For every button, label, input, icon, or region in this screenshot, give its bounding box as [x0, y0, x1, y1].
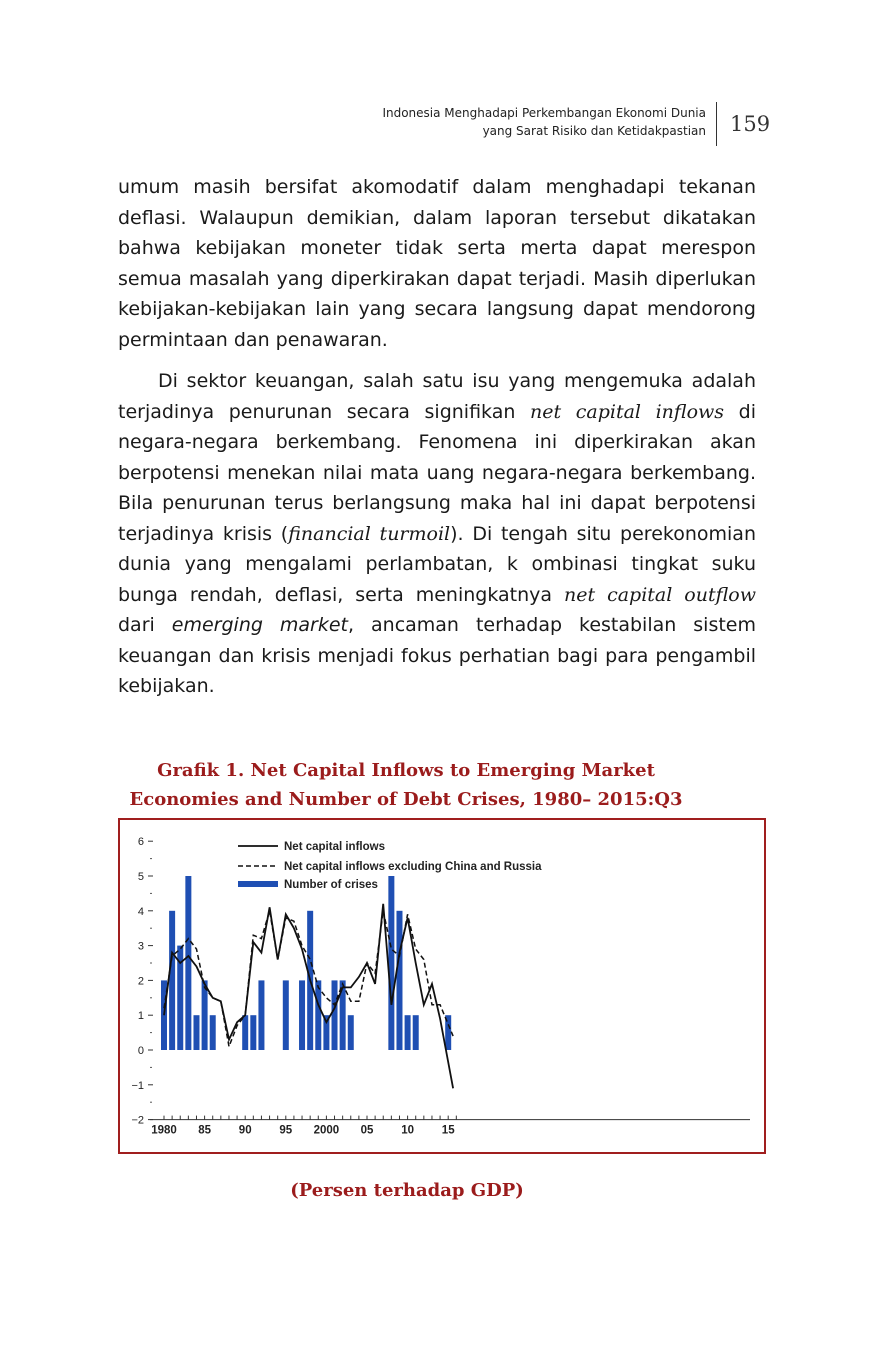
- y-tick-label: −2: [131, 1114, 144, 1127]
- p2-term-net-capital-outflow: net capital outflow: [564, 583, 756, 606]
- chart-title: [0, 756, 812, 814]
- p2-part-g: dari: [118, 614, 172, 636]
- p2-term-net-capital-inflows: net capital inflows: [530, 400, 725, 423]
- running-header: [382, 104, 706, 140]
- p2-term-emerging-market: emerging market: [171, 614, 348, 636]
- header-divider: [716, 102, 717, 146]
- crisis-bar: [388, 876, 394, 1050]
- crisis-bar: [193, 1015, 199, 1050]
- chart-title-line-1: Grafik 1. Net Capital Inflows to Emerging Market: [157, 760, 655, 781]
- y-tick-label: −1: [131, 1079, 144, 1092]
- header-line-1: Indonesia Menghadapi Perkembangan Ekonomi Dunia: [382, 106, 706, 120]
- crisis-bar: [348, 1015, 354, 1050]
- chart-axes: [131, 836, 750, 1136]
- chart-title-line-2: Economies and Number of Debt Crises, 1980– 2015:Q3: [129, 789, 683, 810]
- crisis-bar: [315, 980, 321, 1050]
- y-tick-label: 6: [137, 836, 144, 849]
- legend-swatch-bar: [238, 881, 278, 887]
- crisis-bar: [405, 1015, 411, 1050]
- y-tick-label: 0: [137, 1045, 144, 1057]
- crisis-bar: [242, 1015, 248, 1050]
- crisis-bar: [283, 980, 289, 1050]
- y-tick-label: 1: [137, 1010, 144, 1023]
- x-tick-label: 10: [401, 1124, 414, 1137]
- y-tick-label: 2: [137, 975, 144, 988]
- paragraph-2: [118, 366, 756, 702]
- p2-term-financial-turmoil: financial turmoil: [288, 522, 451, 545]
- p2-part-e: ). Di tengah situ perekonomian dunia yang mengalami perlambatan, k ombinasi tingkat suku bunga rendah, deflasi, serta meningkatnya: [118, 522, 756, 606]
- crisis-bar: [169, 911, 175, 1050]
- crisis-bar: [299, 980, 305, 1050]
- chart-caption: (Persen terhadap GDP): [290, 1180, 524, 1201]
- p2-part-i: , ancaman terhadap kestabilan sistem keuangan dan krisis menjadi fokus perhatian bagi para pengambil kebijakan.: [118, 614, 756, 697]
- chart-frame: [118, 818, 766, 1154]
- crisis-bar: [210, 1015, 216, 1050]
- y-tick-label: 4: [137, 905, 144, 918]
- y-tick-label: 5: [137, 871, 144, 883]
- p2-part-c: di negara-negara berkembang. Fenomena ini diperkirakan akan berpotensi menekan nilai mata uang negara-negara berkembang. Bila penurunan terus berlangsung maka hal ini dapat berpotensi terjadinya krisis (: [118, 400, 756, 545]
- legend-label: Net capital inflows: [284, 841, 385, 853]
- crisis-bar: [250, 1015, 256, 1050]
- header-line-2: yang Sarat Risiko dan Ketidakpastian: [482, 124, 706, 138]
- x-tick-label: 85: [198, 1124, 211, 1137]
- y-tick-label: 3: [137, 940, 144, 953]
- crisis-bar: [332, 980, 338, 1050]
- x-tick-label: 95: [279, 1124, 293, 1137]
- x-tick-label: 2000: [313, 1124, 340, 1137]
- x-tick-label: 1980: [151, 1124, 177, 1137]
- x-tick-label: 15: [441, 1124, 455, 1137]
- legend-label: Number of crises: [284, 879, 378, 891]
- chart-svg: [120, 820, 764, 1152]
- paragraph-1: umum masih bersifat akomodatif dalam menghadapi tekanan deflasi. Walaupun demikian, dalam laporan tersebut dikatakan bahwa kebijakan moneter tidak serta merta dapat merespon semua masalah yang diperkirakan dapat terjadi. Masih diperlukan kebijakan-kebijakan lain yang secara langsung dapat mendorong permintaan dan penawaran.: [118, 176, 756, 351]
- crisis-bar: [185, 876, 191, 1050]
- p2-part-a: Di sektor keuangan, salah satu isu yang mengemuka adalah terjadinya penurunan secara signifikan: [118, 370, 756, 423]
- legend-label: Net capital inflows excluding China and Russia: [284, 861, 542, 873]
- x-tick-label: 90: [238, 1124, 252, 1137]
- page-number: 159: [730, 112, 771, 136]
- crisis-bar: [396, 911, 402, 1050]
- x-tick-label: 05: [360, 1124, 374, 1137]
- crisis-bar: [413, 1015, 419, 1050]
- crisis-bar: [202, 980, 208, 1050]
- crisis-bar: [258, 980, 264, 1050]
